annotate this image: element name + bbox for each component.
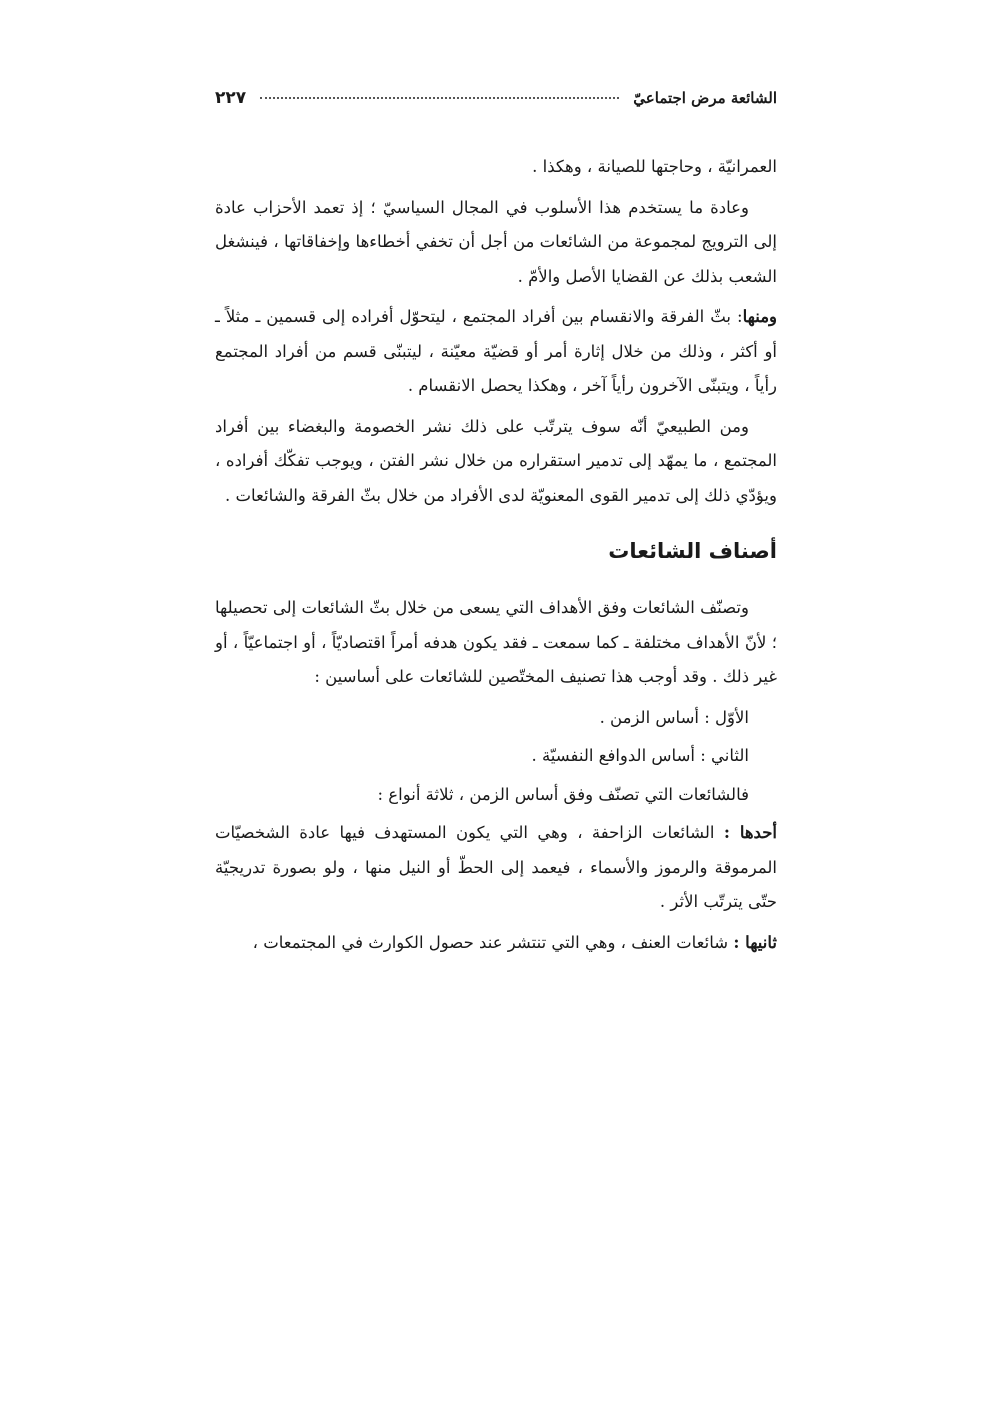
section-heading: أصناف الشائعات xyxy=(608,539,777,563)
paragraph-continuation: العمرانيّة ، وحاجتها للصيانة ، وهكذا . xyxy=(532,157,777,176)
list-item-second-basis: الثاني : أساس الدوافع النفسيّة . xyxy=(531,746,749,765)
paragraph-second-type-text: شائعات العنف ، وهي التي تنتشر عند حصول الكوارث في المجتمعات ، xyxy=(252,932,734,952)
paragraph-division xyxy=(215,300,777,404)
running-title: الشائعة مرض اجتماعيّ xyxy=(633,89,777,107)
paragraph-division-text: : بثّ الفرقة والانقسام بين أفراد المجتمع ، ليتحوّل أفراده إلى قسمين ـ مثلاً ـ أو أكثر ، وذلك من خلال إثارة أمر أو قضيّة معيّنة ، ليتبنّى قسم من أفراد المجتمع رأياً ، ويتبنّى الآخرون رأياً آخر ، وهكذا يحصل الانقسام . xyxy=(215,307,777,395)
paragraph-first-type-text: الشائعات الزاحفة ، وهي التي يكون المستهدف فيها عادة الشخصيّات المرموقة والرموز والأسماء ، فيعمد إلى الحطّ أو النيل منها ، ولو بصورة تدريجيّة حتّى يترتّب الأثر . xyxy=(215,823,777,911)
list-item-time-types: فالشائعات التي تصنّف وفق أساس الزمن ، ثلاثة أنواع : xyxy=(377,784,749,804)
paragraph-political-use: وعادة ما يستخدم هذا الأسلوب في المجال السياسيّ ؛ إذ تعمد الأحزاب عادة إلى الترويج لمجموعة من الشائعات من أجل أن تخفي أخطاءها وإخفاقاتها ، فينشغل الشعب بذلك عن القضايا الأصل والأمّ . xyxy=(215,197,777,286)
paragraph-consequences: ومن الطبيعيّ أنّه سوف يترتّب على ذلك نشر الخصومة والبغضاء بين أفراد المجتمع ، ما يمهّد إلى تدمير استقراره من خلال نشر الفتن ، ويوجب تفكّك أفراده ، ويؤدّي ذلك إلى تدمير القوى المعنويّة لدى الأفراد من خلال بثّ الفرقة والشائعات . xyxy=(215,416,777,505)
book-page xyxy=(215,88,777,966)
header-leader-dots xyxy=(260,97,619,99)
paragraph-second-type xyxy=(215,926,777,961)
paragraph-classification: وتصنّف الشائعات وفق الأهداف التي يسعى من خلال بثّ الشائعات إلى تحصيلها ؛ لأنّ الأهداف مختلفة ـ كما سمعت ـ فقد يكون هدفه أمراً اقتصاديّاً ، أو اجتماعيّاً ، أو غير ذلك . وقد أوجب هذا تصنيف المختّصين للشائعات على أساسين : xyxy=(215,598,777,686)
page-header xyxy=(215,88,777,132)
list-item-first-basis: الأوّل : أساس الزمن . xyxy=(599,707,749,727)
paragraph-first-type xyxy=(215,816,777,920)
body-text xyxy=(215,150,777,960)
paragraph-lead-ahaduha: أحدها : xyxy=(723,823,777,842)
paragraph-lead-thaniha: ثانيها : xyxy=(733,932,777,952)
paragraph-lead-wminha: ومنها xyxy=(742,307,777,326)
page-number: ٢٢٧ xyxy=(215,88,247,108)
